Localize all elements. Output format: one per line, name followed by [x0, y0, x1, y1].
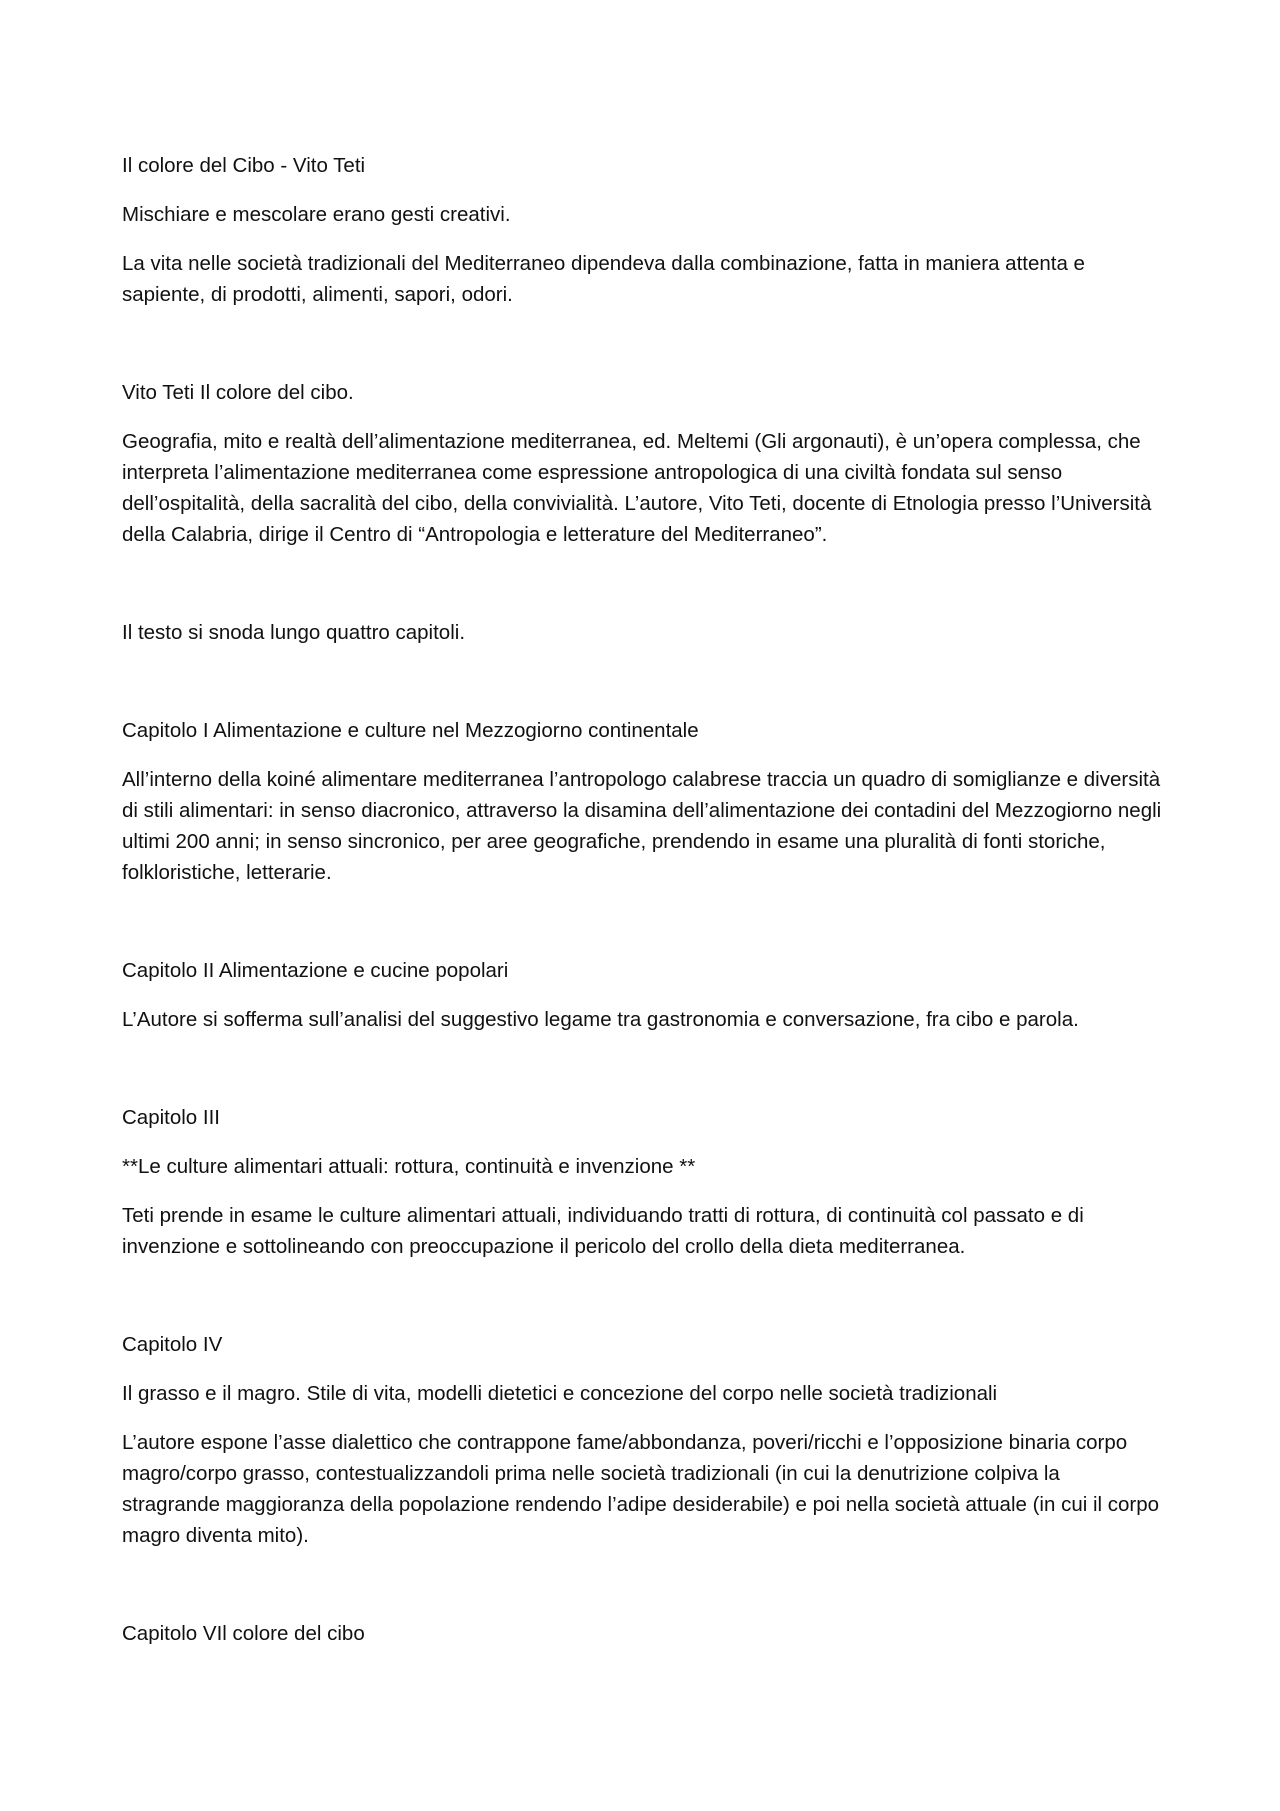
- chapter-subtitle: **Le culture alimentari attuali: rottura, continuità e invenzione **: [122, 1155, 696, 1178]
- chapter-heading: Capitolo I Alimentazione e culture nel Mezzogiorno continentale: [122, 719, 699, 742]
- blank-line: [122, 568, 1162, 617]
- paragraph: L’Autore si sofferma sull’analisi del suggestivo legame tra gastronomia e conversazione, fra cibo e parola.: [122, 1008, 1079, 1031]
- paragraph: La vita nelle società tradizionali del Mediterraneo dipendeva dalla combinazione, fatta in maniera attenta e sapiente, di prodotti, alimenti, sapori, odori.: [122, 252, 1085, 306]
- blank-line: [122, 1569, 1162, 1618]
- paragraph: L’autore espone l’asse dialettico che contrappone fame/abbondanza, poveri/ricchi e l’opposizione binaria corpo magro/corpo grasso, contestualizzandoli prima nelle società tradizionali (in cui la denutrizione colpiva la stragrande maggioranza della popolazione rendendo l’adipe desiderabile) e poi nella società attuale (in cui il corpo magro diventa mito).: [122, 1431, 1160, 1547]
- chapter-heading: Capitolo VIl colore del cibo: [122, 1622, 365, 1645]
- chapter-heading: Capitolo II Alimentazione e cucine popolari: [122, 959, 509, 982]
- document-body: [122, 150, 1162, 1667]
- paragraph: Il testo si snoda lungo quattro capitoli.: [122, 621, 466, 644]
- paragraph: All’interno della koiné alimentare mediterranea l’antropologo calabrese traccia un quadro di somiglianze e diversità di stili alimentari: in senso diacronico, attraverso la disamina dell’alimentazione dei contadini del Mezzogiorno negli ultimi 200 anni; in senso sincronico, per aree geografiche, prendendo in esame una pluralità di fonti storiche, folkloristiche, letterarie.: [122, 768, 1162, 884]
- paragraph: Teti prende in esame le culture alimentari attuali, individuando tratti di rottura, di continuità col passato e di invenzione e sottolineando con preoccupazione il pericolo del crollo della dieta mediterranea.: [122, 1204, 1084, 1258]
- chapter-heading: Capitolo III: [122, 1106, 220, 1129]
- blank-line: [122, 1280, 1162, 1329]
- chapter-heading: Capitolo IV: [122, 1333, 223, 1356]
- blank-line: [122, 666, 1162, 715]
- blank-line: [122, 1053, 1162, 1102]
- paragraph: Geografia, mito e realtà dell’alimentazione mediterranea, ed. Meltemi (Gli argonauti), è un’opera complessa, che interpreta l’alimentazione mediterranea come espressione antropologica di una civiltà fondata sul senso dell’ospitalità, della sacralità del cibo, della convivialità. L’autore, Vito Teti, docente di Etnologia presso l’Università della Calabria, dirige il Centro di “Antropologia e letterature del Mediterraneo”.: [122, 430, 1152, 546]
- section-heading: Vito Teti Il colore del cibo.: [122, 381, 354, 404]
- blank-line: [122, 328, 1162, 377]
- document-title: Il colore del Cibo - Vito Teti: [122, 154, 366, 177]
- blank-line: [122, 906, 1162, 955]
- chapter-subtitle: Il grasso e il magro. Stile di vita, modelli dietetici e concezione del corpo nelle società tradizionali: [122, 1382, 998, 1405]
- paragraph: Mischiare e mescolare erano gesti creativi.: [122, 203, 511, 226]
